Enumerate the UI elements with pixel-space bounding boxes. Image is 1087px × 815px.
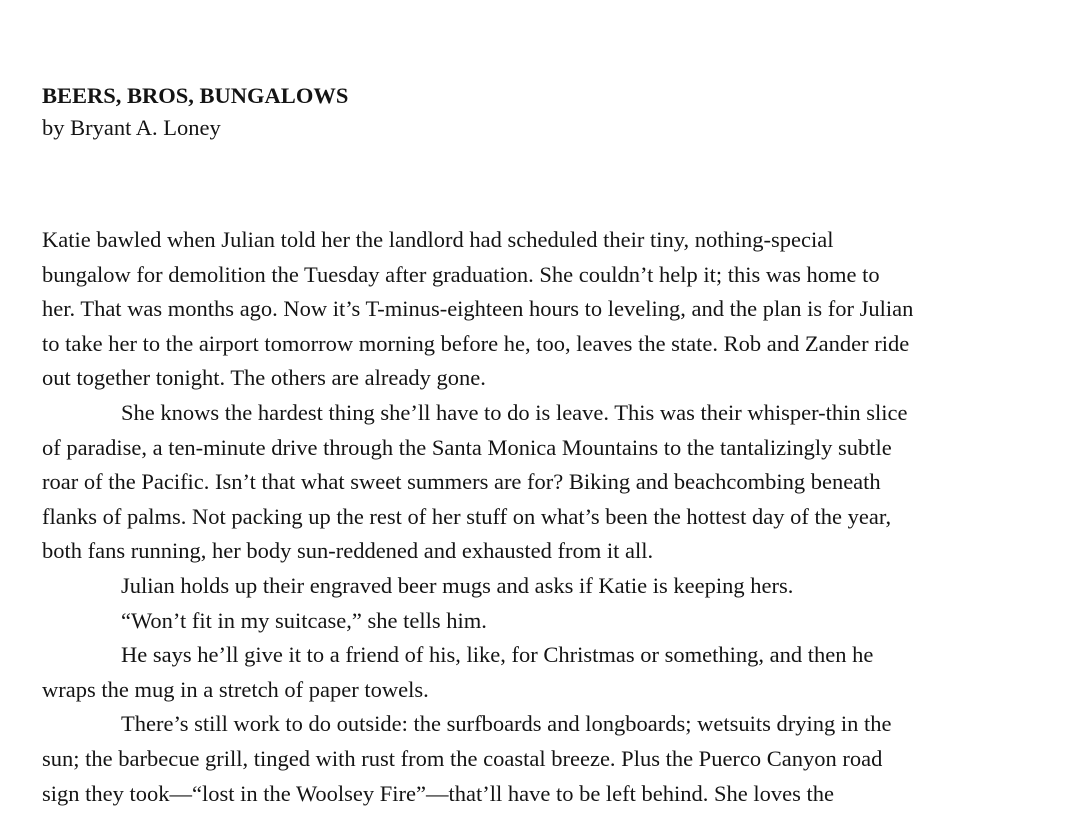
paragraph [42,569,1072,604]
text-line: “Won’t fit in my suitcase,” she tells him. [121,607,487,633]
story-title: BEERS, BROS, BUNGALOWS [42,83,349,108]
text-line: flanks of palms. Not packing up the rest of her stuff on what’s been the hottest day of the year, [42,503,892,529]
story-byline: by Bryant A. Loney [42,115,221,140]
text-line: of paradise, a ten-minute drive through the Santa Monica Mountains to the tantalizingly subtle [42,434,892,460]
text-line: Katie bawled when Julian told her the landlord had scheduled their tiny, nothing-special [42,227,834,252]
paragraph [42,707,1072,811]
paragraph [42,396,1072,569]
text-line: There’s still work to do outside: the surfboards and longboards; wetsuits drying in the [121,711,892,737]
paragraph [42,223,1072,396]
paragraph [42,604,1072,639]
text-line: wraps the mug in a stretch of paper towels. [42,676,429,702]
text-line: Julian holds up their engraved beer mugs and asks if Katie is keeping hers. [121,572,794,598]
text-line: sign they took—“lost in the Woolsey Fire”—that’ll have to be left behind. She loves the [42,780,835,806]
text-line: to take her to the airport tomorrow morning before he, too, leaves the state. Rob and Zander ride [42,330,910,356]
paragraph [42,638,1072,707]
text-line: She knows the hardest thing she’ll have to do is leave. This was their whisper-thin slice [121,399,908,425]
story-body [42,223,1072,811]
document-page [42,81,1072,811]
text-line: both fans running, her body sun-reddened and exhausted from it all. [42,538,654,564]
text-line: bungalow for demolition the Tuesday after graduation. She couldn’t help it; this was home to [42,261,880,287]
text-line: roar of the Pacific. Isn’t that what sweet summers are for? Biking and beachcombing beneath [42,469,881,495]
text-line: out together tonight. The others are already gone. [42,365,486,391]
text-line: He says he’ll give it to a friend of his, like, for Christmas or something, and then he [121,642,874,668]
text-line: her. That was months ago. Now it’s T-minus-eighteen hours to leveling, and the plan is for Julian [42,296,914,322]
text-line: sun; the barbecue grill, tinged with rust from the coastal breeze. Plus the Puerco Canyon road [42,745,883,771]
